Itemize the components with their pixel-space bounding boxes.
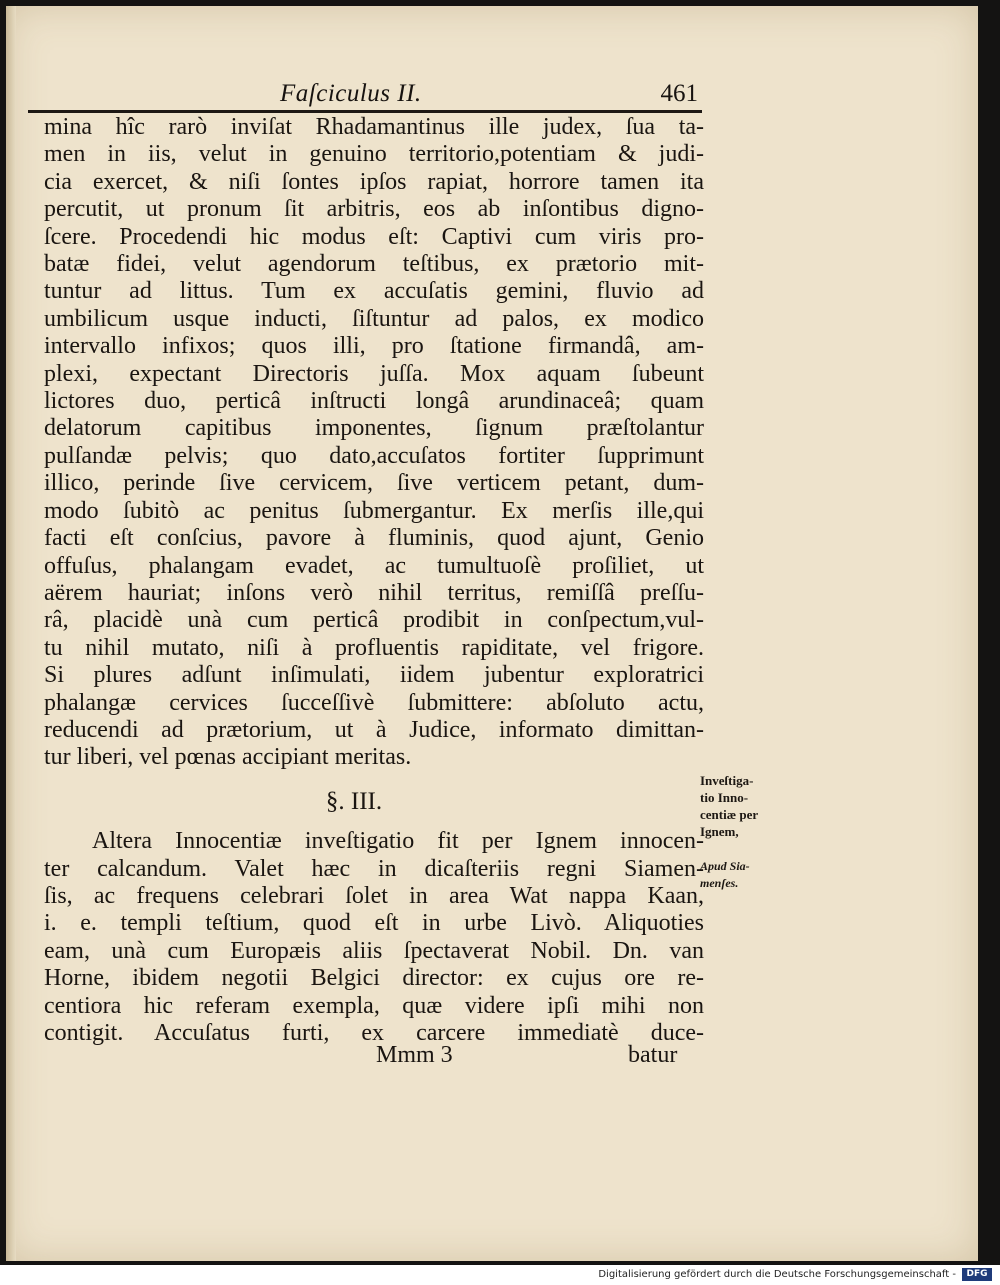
text-line: contigit. Accuſatus furti, ex carcere immediatè duce-	[44, 1020, 704, 1046]
text-line: i. e. templi teſtium, quod eſt in urbe Livò. Aliquoties	[44, 910, 704, 937]
margin-note-line: centiæ per	[700, 807, 759, 822]
catchword: batur	[628, 1042, 678, 1068]
text-line: illico, perinde ſive cervicem, ſive verticem petant, dum-	[44, 470, 704, 497]
margin-note-siamese	[700, 858, 790, 892]
text-line: lictores duo, perticâ inſtructi longâ arundinaceâ; quam	[44, 388, 704, 415]
text-line: men in iis, velut in genuino territorio,potentiam & judi-	[44, 141, 704, 168]
text-line: batæ fidei, velut agendorum teſtibus, ex prætorio mit-	[44, 251, 704, 278]
text-line: percutit, ut pronum ſit arbitris, eos ab inſontibus digno-	[44, 196, 704, 223]
text-line: aërem hauriat; inſons verò nihil territus, remiſſâ preſſu-	[44, 579, 704, 606]
running-header	[34, 80, 698, 107]
header-rule	[28, 110, 702, 113]
text-line: ſis, ac frequens celebrari ſolet in area Wat nappa Kaan,	[44, 882, 704, 909]
margin-note-line: Apud Sia-	[700, 859, 750, 873]
margin-note-line: Ignem,	[700, 824, 739, 839]
text-line: facti eſt conſcius, pavore à fluminis, quod ajunt, Genio	[44, 525, 704, 552]
text-line: Si plures adſunt inſimulati, iidem jubentur exploratrici	[44, 662, 704, 689]
text-line: Horne, ibidem negotii Belgici director: ex cujus ore re-	[44, 965, 704, 992]
section-heading: §. III.	[325, 787, 383, 815]
signature-mark: Mmm 3	[376, 1042, 453, 1068]
text-line: intervallo infixos; quos illi, pro ſtatione firmandâ, am-	[44, 333, 704, 360]
text-line: Altera Innocentiæ inveſtigatio fit per Ignem innocen-	[92, 828, 704, 855]
margin-note-line: tio Inno-	[700, 790, 749, 805]
text-line: eam, unà cum Europæis aliis ſpectaverat Nobil. Dn. van	[44, 937, 704, 964]
text-line: tur liberi, vel pœnas accipiant meritas.	[44, 744, 412, 771]
text-line: delatorum capitibus imponentes, ſignum præſtolantur	[44, 415, 704, 442]
body-text	[44, 114, 704, 1047]
margin-note-line: Inveſtiga-	[700, 773, 754, 788]
text-line: offuſus, phalangam evadet, ac tumultuoſè proſiliet, ut	[44, 552, 704, 579]
margin-note-line: menſes.	[700, 876, 739, 890]
text-line: ſcere. Procedendi hic modus eſt: Captivi cum viris pro-	[44, 223, 704, 250]
credit-bar	[0, 1265, 1000, 1285]
text-line: tuntur ad littus. Tum ex accuſatis gemini, fluvio ad	[44, 278, 704, 305]
text-line: cia exercet, & niſi ſontes ipſos rapiat, horrore tamen ita	[44, 168, 704, 195]
text-line: pulſandæ pelvis; quo dato,accuſatos fortiter ſupprimunt	[44, 442, 704, 469]
text-line: ter calcandum. Valet hæc in dicaſteriis regni Siamen-	[44, 855, 704, 882]
text-line: mina hîc rarò inviſat Rhadamantinus ille judex, ſua ta-	[44, 114, 704, 140]
running-title: Faſciculus II.	[280, 80, 422, 107]
text-line: umbilicum usque inducti, ſiſtuntur ad palos, ex modico	[44, 305, 704, 332]
text-line: modo ſubitò ac penitus ſubmergantur. Ex merſis ille,qui	[44, 497, 704, 524]
text-line: centiora hic referam exempla, quæ videre ipſi mihi non	[44, 992, 704, 1019]
funding-credit: Digitalisierung gefördert durch die Deutsche Forschungsgemeinschaft -	[598, 1269, 956, 1280]
text-line: tu nihil mutato, niſi à profluentis rapiditate, vel frigore.	[44, 634, 704, 661]
text-line: râ, placidè unà cum perticâ prodibit in conſpectum,vul-	[44, 607, 704, 634]
text-line: plexi, expectant Directoris juſſa. Mox aquam ſubeunt	[44, 360, 704, 387]
page-edge	[6, 6, 16, 1261]
text-line: reducendi ad prætorium, ut à Judice, informato dimittan-	[44, 716, 704, 743]
margin-note-investigation	[700, 772, 790, 840]
dfg-logo-icon: DFG	[962, 1268, 992, 1281]
page-number: 461	[660, 80, 698, 107]
text-line: phalangæ cervices ſucceſſivè ſubmittere: abſoluto actu,	[44, 689, 704, 716]
